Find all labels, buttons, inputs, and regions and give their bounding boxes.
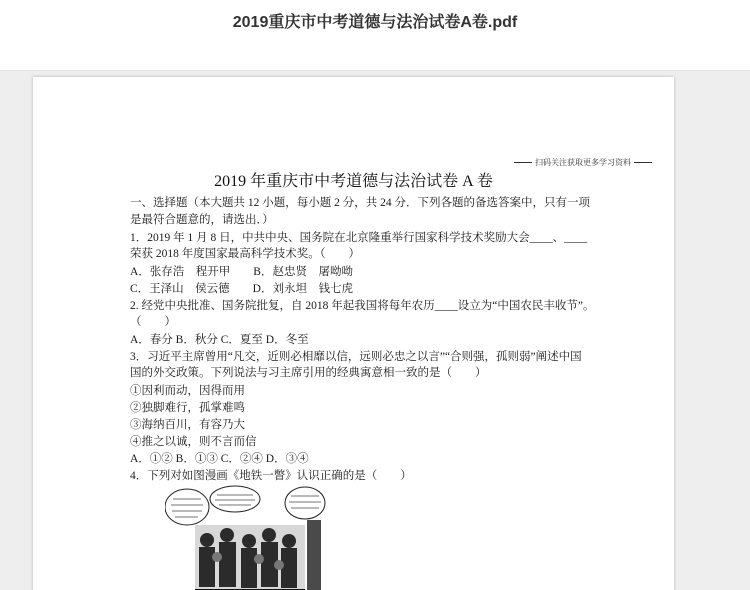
- document-viewer[interactable]: [0, 71, 750, 590]
- question-3-item-3: ③海纳百川，有容乃大: [130, 419, 245, 431]
- question-2-options: A．春分 B．秋分 C．夏至 D．冬至: [130, 334, 309, 346]
- qr-note-dash-left: [514, 162, 532, 163]
- section-heading-cont: 是最符合题意的，请选出．）: [130, 214, 274, 226]
- question-1-stem: 1．2019 年 1 月 8 日，中共中央、国务院在北京隆重举行国家科学技术奖励大会____、____: [130, 232, 588, 244]
- cartoon-image: [165, 485, 328, 590]
- pdf-page: [33, 77, 674, 590]
- question-3-item-2: ②独脚难行，孤掌难鸣: [130, 402, 245, 414]
- qr-note-text: 扫码关注获取更多学习资料: [535, 158, 631, 167]
- section-heading: 一、选择题（本大题共 12 小题，每小题 2 分，共 24 分．下列各题的备选答案中，只有一项: [130, 197, 590, 209]
- qr-note: [511, 157, 655, 168]
- question-3-options: A．①② B．①③ C．②④ D．③④: [130, 453, 309, 465]
- question-3-stem-cont: 国的外交政策。下列说法与习主席引用的经典寓意相一致的是（ ）: [130, 367, 487, 379]
- question-3-stem: 3．习近平主席曾用“凡交，近则必相靡以信，远则必忠之以言”“合则强，孤则弱”阐述中国: [130, 351, 582, 363]
- question-1-stem-cont: 荣获 2018 年度国家最高科学技术奖。（ ）: [130, 248, 360, 260]
- question-3-item-4: ④推之以诚，则不言而信: [130, 436, 257, 448]
- viewer-titlebar: [0, 0, 750, 71]
- exam-title: 2019 年重庆市中考道德与法治试卷 A 卷: [214, 173, 493, 190]
- question-4-stem: 4．下列对如图漫画《地铁一瞥》认识正确的是（ ）: [130, 470, 412, 482]
- question-2-stem: 2. 经党中央批准、国务院批复，自 2018 年起我国将每年农历____设立为“中国农民丰收节”。: [130, 300, 595, 312]
- file-title: 2019重庆市中考道德与法治试卷A卷.pdf: [232, 14, 518, 31]
- question-2-blank: （ ）: [130, 316, 176, 328]
- question-1-options-cd: C．王泽山 侯云德 D．刘永坦 钱七虎: [130, 283, 353, 295]
- question-3-item-1: ①因利而动，因得而用: [130, 385, 245, 397]
- question-1-options-ab: A．张存浩 程开甲 B．赵忠贤 屠呦呦: [130, 266, 353, 278]
- qr-note-dash-right: [634, 162, 652, 163]
